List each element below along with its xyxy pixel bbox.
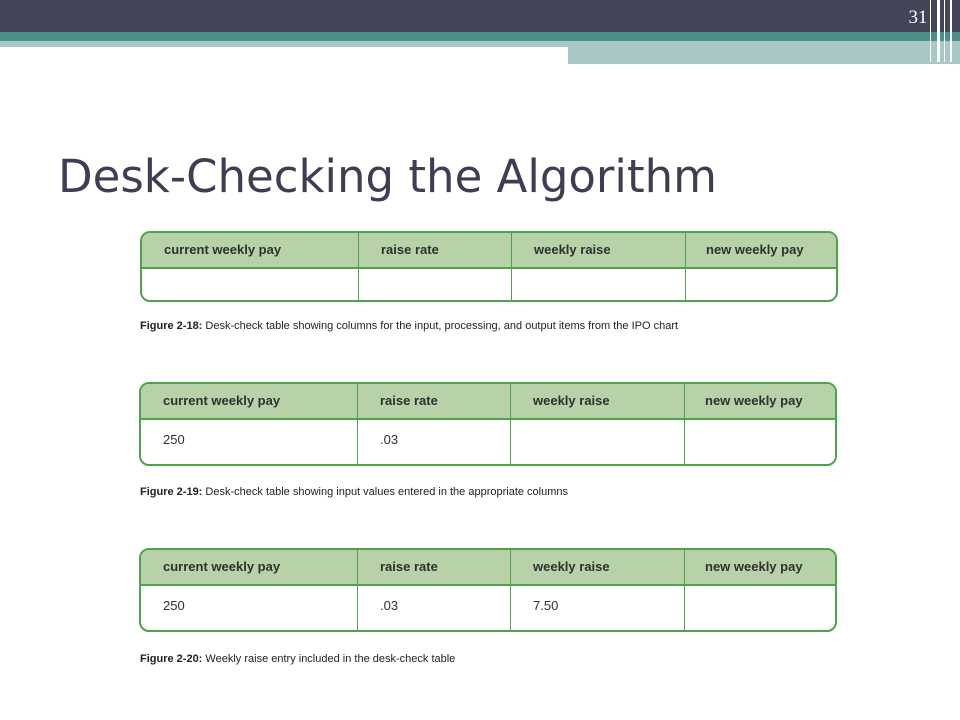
table-row <box>141 586 835 630</box>
figure-label: Figure 2-18: <box>140 320 203 332</box>
table-cell <box>142 269 359 300</box>
figure-caption-text: Desk-check table showing input values entered in the appropriate columns <box>205 486 569 498</box>
figure-label: Figure 2-19: <box>140 486 203 498</box>
table-cell: 250 <box>141 586 358 630</box>
column-header: current weekly pay <box>142 233 359 267</box>
table-header-row <box>142 233 836 269</box>
table-header-row <box>141 550 835 586</box>
column-header: new weekly pay <box>706 242 804 257</box>
header-line <box>944 0 945 62</box>
table-cell <box>511 420 685 464</box>
column-header: raise rate <box>358 550 511 584</box>
table-cell <box>512 269 686 300</box>
column-header: new weekly pay <box>705 393 803 408</box>
figure-caption <box>140 653 455 665</box>
table-cell <box>359 269 512 300</box>
table-cell: .03 <box>358 586 511 630</box>
table-cell: .03 <box>358 420 511 464</box>
table-cell: 250 <box>141 420 358 464</box>
table-row <box>141 420 835 464</box>
desk-check-table <box>140 231 838 302</box>
desk-check-table <box>139 382 837 466</box>
table-cell <box>685 420 835 464</box>
column-header: current weekly pay <box>141 384 358 418</box>
table-cell <box>685 586 835 630</box>
column-header: weekly raise <box>512 233 686 267</box>
header-stripe-teal <box>0 32 960 41</box>
slide-title: Desk-Checking the Algorithm <box>58 150 717 203</box>
figure-caption <box>140 486 568 498</box>
slide-number: 31 <box>908 7 928 28</box>
figure-caption-text: Desk-check table showing columns for the input, processing, and output items from the IPO chart <box>205 320 679 332</box>
table-header-row <box>141 384 835 420</box>
figure-caption-text: Weekly raise entry included in the desk-check table <box>205 653 456 665</box>
column-header: new weekly pay <box>705 559 803 574</box>
column-header: current weekly pay <box>141 550 358 584</box>
header-block-light <box>568 41 960 64</box>
table-cell: 7.50 <box>511 586 685 630</box>
desk-check-table <box>139 548 837 632</box>
header-line <box>950 0 952 62</box>
column-header: weekly raise <box>511 384 685 418</box>
figure-label: Figure 2-20: <box>140 653 203 665</box>
header-bar <box>0 0 960 32</box>
table-row <box>142 269 836 300</box>
column-header: raise rate <box>358 384 511 418</box>
column-header: raise rate <box>359 233 512 267</box>
figure-caption <box>140 320 678 332</box>
header-stripe-light <box>0 41 568 47</box>
column-header: weekly raise <box>511 550 685 584</box>
table-cell <box>686 269 836 300</box>
